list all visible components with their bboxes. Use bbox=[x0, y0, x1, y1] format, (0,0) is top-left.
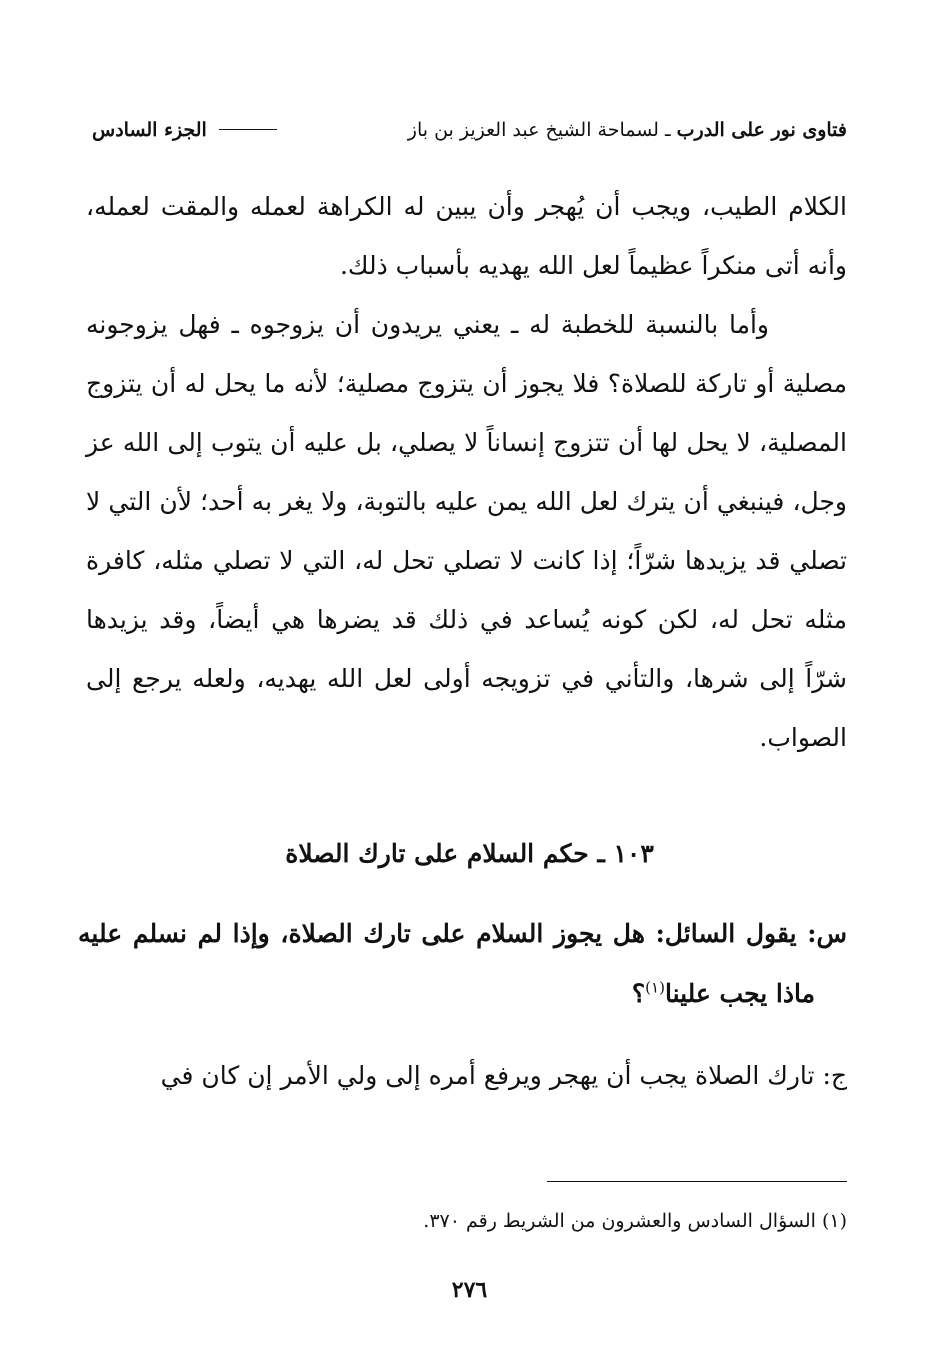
author-name: لسماحة الشيخ عبد العزيز بن باز bbox=[407, 119, 659, 141]
answer-label: ج: bbox=[822, 1061, 847, 1090]
header-right bbox=[408, 112, 847, 148]
question-label: س: bbox=[807, 919, 847, 948]
question-end-mark: ؟ bbox=[631, 979, 646, 1008]
paragraph-2: وأما بالنسبة للخطبة له ـ يعني يريدون أن يزوجوه ـ فهل يزوجونه مصلية أو تاركة للصلاة؟ فلا يجوز أن يتزوج مصلية؛ لأنه ما يحل له أن يتزوج المصلية، لا يحل لها أن تتزوج إنساناً لا يصلي، بل عليه أن يتوب إلى الله عز وجل، فينبغي أن يترك لعل الله يمن عليه بالتوبة، ولا يغر به أحد؛ لأن التي لا تصلي قد يزيدها شرّاً؛ إذا كانت لا تصلي تحل له، التي لا تصلي مثله، كافرة مثله تحل له، لكن كونه يُساعد في ذلك قد يضرها هي أيضاً، وقد يزيدها شرّاً إلى شرها، والتأني في تزويجه أولى لعل الله يهديه، ولعله يرجع إلى الصواب. bbox=[86, 310, 847, 752]
answer-block bbox=[78, 1046, 847, 1106]
question-block bbox=[78, 904, 847, 1024]
footnote: (١) السؤال السادس والعشرون من الشريط رقم ٣٧٠. bbox=[423, 1210, 847, 1232]
part-label: الجزء السادس bbox=[92, 119, 207, 141]
answer-text: تارك الصلاة يجب أن يهجر ويرفع أمره إلى ولي الأمر إن كان في bbox=[160, 1061, 815, 1090]
running-header bbox=[92, 112, 847, 148]
question-text: يقول السائل: هل يجوز السلام على تارك الصلاة، وإذا لم نسلم عليه ماذا يجب علينا bbox=[78, 919, 815, 1008]
footnote-rule bbox=[547, 1181, 847, 1182]
header-left bbox=[92, 112, 283, 148]
section-heading: ١٠٣ ـ حكم السلام على تارك الصلاة bbox=[285, 839, 654, 868]
book-title: فتاوى نور على الدرب bbox=[676, 119, 847, 141]
paragraph-1: الكلام الطيب، ويجب أن يُهجر وأن يبين له الكراهة لعمله والمقت لعمله، وأنه أتى منكراً عظيماً لعل الله يهديه بأسباب ذلك. bbox=[86, 192, 847, 280]
header-separator: ـ bbox=[665, 119, 671, 141]
footnote-marker: (١) bbox=[645, 978, 665, 997]
header-dash-line bbox=[219, 129, 277, 130]
body-text bbox=[86, 177, 847, 767]
page-number: ٢٧٦ bbox=[451, 1277, 488, 1303]
